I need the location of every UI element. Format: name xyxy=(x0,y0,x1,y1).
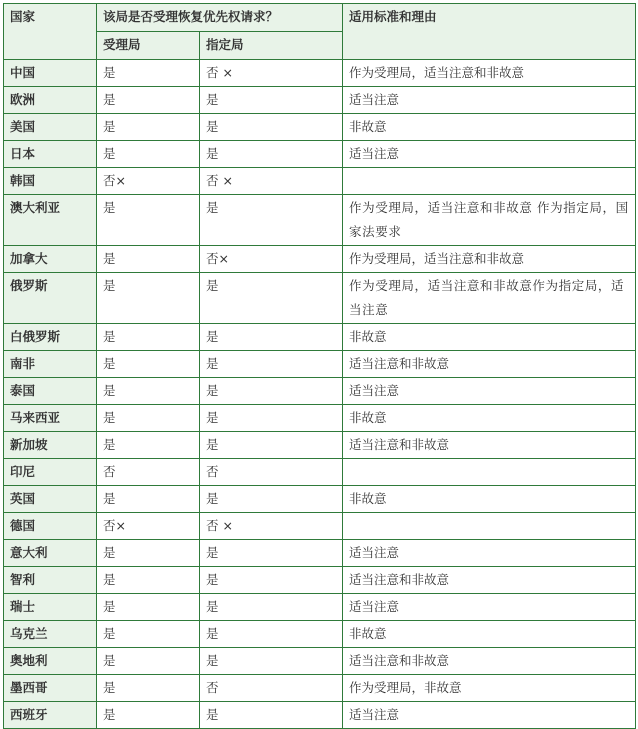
reason-cell: 适当注意 xyxy=(343,702,636,729)
reason-cell xyxy=(343,459,636,486)
table-row xyxy=(4,702,636,729)
table-row xyxy=(4,486,636,513)
country-cell: 墨西哥 xyxy=(4,675,97,702)
designated-office-cell: 是 xyxy=(200,87,343,114)
reason-cell: 非故意 xyxy=(343,405,636,432)
table-row xyxy=(4,195,636,246)
reason-cell: 适当注意 xyxy=(343,540,636,567)
country-cell: 日本 xyxy=(4,141,97,168)
reason-cell: 适当注意 xyxy=(343,141,636,168)
table-row xyxy=(4,648,636,675)
reason-cell: 适当注意和非故意 xyxy=(343,567,636,594)
reason-cell: 作为受理局，适当注意和非故意 xyxy=(343,60,636,87)
reason-cell: 作为受理局，适当注意和非故意作为指定局，适当注意 xyxy=(343,273,636,324)
table-row xyxy=(4,246,636,273)
reason-cell: 适当注意 xyxy=(343,594,636,621)
receiving-office-cell: 是 xyxy=(97,594,200,621)
designated-office-cell: 是 xyxy=(200,486,343,513)
country-cell: 印尼 xyxy=(4,459,97,486)
country-cell: 俄罗斯 xyxy=(4,273,97,324)
designated-office-cell: 是 xyxy=(200,378,343,405)
designated-office-cell: 是 xyxy=(200,621,343,648)
country-cell: 德国 xyxy=(4,513,97,540)
designated-office-cell: 是 xyxy=(200,324,343,351)
receiving-office-cell: 否× xyxy=(97,168,200,195)
designated-office-cell: 是 xyxy=(200,432,343,459)
reason-cell: 非故意 xyxy=(343,621,636,648)
country-cell: 韩国 xyxy=(4,168,97,195)
receiving-office-cell: 是 xyxy=(97,378,200,405)
designated-office-cell: 是 xyxy=(200,567,343,594)
table-row xyxy=(4,675,636,702)
country-cell: 马来西亚 xyxy=(4,405,97,432)
table-row xyxy=(4,378,636,405)
table-row xyxy=(4,432,636,459)
receiving-office-cell: 是 xyxy=(97,351,200,378)
country-cell: 新加坡 xyxy=(4,432,97,459)
table-row xyxy=(4,621,636,648)
header-designated-office: 指定局 xyxy=(200,32,343,60)
country-cell: 意大利 xyxy=(4,540,97,567)
designated-office-cell: 否× xyxy=(200,246,343,273)
table-row xyxy=(4,141,636,168)
table-row xyxy=(4,594,636,621)
country-cell: 乌克兰 xyxy=(4,621,97,648)
receiving-office-cell: 是 xyxy=(97,324,200,351)
receiving-office-cell: 是 xyxy=(97,195,200,246)
country-cell: 瑞士 xyxy=(4,594,97,621)
designated-office-cell: 是 xyxy=(200,702,343,729)
priority-restoration-table xyxy=(3,3,636,729)
receiving-office-cell: 是 xyxy=(97,567,200,594)
table-row xyxy=(4,168,636,195)
designated-office-cell: 否 × xyxy=(200,513,343,540)
table-row xyxy=(4,513,636,540)
table-row xyxy=(4,459,636,486)
receiving-office-cell: 是 xyxy=(97,87,200,114)
reason-cell: 适当注意和非故意 xyxy=(343,351,636,378)
country-cell: 泰国 xyxy=(4,378,97,405)
designated-office-cell: 是 xyxy=(200,195,343,246)
designated-office-cell: 是 xyxy=(200,114,343,141)
receiving-office-cell: 是 xyxy=(97,246,200,273)
receiving-office-cell: 是 xyxy=(97,486,200,513)
table-row xyxy=(4,60,636,87)
header-row-top xyxy=(4,4,636,32)
reason-cell: 非故意 xyxy=(343,486,636,513)
designated-office-cell: 是 xyxy=(200,141,343,168)
header-country: 国家 xyxy=(4,4,97,60)
header-receiving-office: 受理局 xyxy=(97,32,200,60)
receiving-office-cell: 是 xyxy=(97,432,200,459)
country-cell: 南非 xyxy=(4,351,97,378)
receiving-office-cell: 是 xyxy=(97,405,200,432)
header-reason: 适用标准和理由 xyxy=(343,4,636,60)
designated-office-cell: 是 xyxy=(200,351,343,378)
receiving-office-cell: 是 xyxy=(97,621,200,648)
receiving-office-cell: 是 xyxy=(97,273,200,324)
country-cell: 白俄罗斯 xyxy=(4,324,97,351)
country-cell: 西班牙 xyxy=(4,702,97,729)
table-row xyxy=(4,273,636,324)
reason-cell: 适当注意 xyxy=(343,87,636,114)
receiving-office-cell: 是 xyxy=(97,114,200,141)
designated-office-cell: 是 xyxy=(200,540,343,567)
receiving-office-cell: 是 xyxy=(97,540,200,567)
table-row xyxy=(4,324,636,351)
country-cell: 英国 xyxy=(4,486,97,513)
reason-cell: 作为受理局，适当注意和非故意 xyxy=(343,246,636,273)
table-row xyxy=(4,87,636,114)
country-cell: 美国 xyxy=(4,114,97,141)
country-cell: 智利 xyxy=(4,567,97,594)
reason-cell xyxy=(343,513,636,540)
table-row xyxy=(4,567,636,594)
country-cell: 中国 xyxy=(4,60,97,87)
header-question: 该局是否受理恢复优先权请求？ xyxy=(97,4,343,32)
table-row xyxy=(4,540,636,567)
reason-cell: 作为受理局，适当注意和非故意 作为指定局，国家法要求 xyxy=(343,195,636,246)
table-row xyxy=(4,114,636,141)
designated-office-cell: 否 xyxy=(200,459,343,486)
reason-cell: 作为受理局，非故意 xyxy=(343,675,636,702)
designated-office-cell: 是 xyxy=(200,594,343,621)
designated-office-cell: 是 xyxy=(200,405,343,432)
designated-office-cell: 否 × xyxy=(200,60,343,87)
receiving-office-cell: 是 xyxy=(97,60,200,87)
receiving-office-cell: 是 xyxy=(97,141,200,168)
reason-cell: 非故意 xyxy=(343,114,636,141)
receiving-office-cell: 是 xyxy=(97,648,200,675)
reason-cell: 非故意 xyxy=(343,324,636,351)
country-cell: 奥地利 xyxy=(4,648,97,675)
receiving-office-cell: 是 xyxy=(97,702,200,729)
receiving-office-cell: 是 xyxy=(97,675,200,702)
receiving-office-cell: 否 xyxy=(97,459,200,486)
receiving-office-cell: 否× xyxy=(97,513,200,540)
table-row xyxy=(4,351,636,378)
designated-office-cell: 否 × xyxy=(200,168,343,195)
reason-cell: 适当注意和非故意 xyxy=(343,648,636,675)
reason-cell: 适当注意 xyxy=(343,378,636,405)
reason-cell xyxy=(343,168,636,195)
country-cell: 澳大利亚 xyxy=(4,195,97,246)
designated-office-cell: 是 xyxy=(200,273,343,324)
designated-office-cell: 否 xyxy=(200,675,343,702)
designated-office-cell: 是 xyxy=(200,648,343,675)
country-cell: 加拿大 xyxy=(4,246,97,273)
reason-cell: 适当注意和非故意 xyxy=(343,432,636,459)
country-cell: 欧洲 xyxy=(4,87,97,114)
table-row xyxy=(4,405,636,432)
